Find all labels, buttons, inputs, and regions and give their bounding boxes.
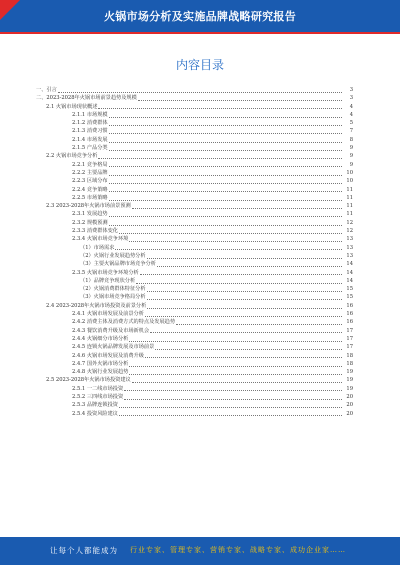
toc-entry-label: 2.1.2 消费群体 <box>72 120 108 127</box>
toc-entry[interactable] <box>36 127 353 135</box>
toc-leader-dots <box>176 324 342 325</box>
toc-entry-page: 11 <box>346 211 353 218</box>
toc-entry-page: 16 <box>346 319 353 326</box>
toc-entry[interactable] <box>36 86 353 94</box>
toc-entry[interactable] <box>36 410 353 418</box>
toc-entry-label: （1）品牌竞争现状分析 <box>80 277 136 284</box>
header-bar <box>0 0 400 32</box>
toc-entry-label: 2.3.1 发展趋势 <box>72 211 108 218</box>
toc-leader-dots <box>109 142 342 143</box>
toc-leader-dots <box>145 357 342 358</box>
toc-entry-label: 2.5.3 品牌连锁投资 <box>72 402 118 409</box>
toc-leader-dots <box>98 108 342 109</box>
toc-entry[interactable] <box>36 169 353 177</box>
toc-leader-dots <box>155 349 342 350</box>
toc-leader-dots <box>109 133 342 134</box>
toc-entry-page: 10 <box>346 169 353 176</box>
toc-entry[interactable] <box>36 318 353 326</box>
footer-slogan: 让每个人都能成为 <box>50 546 118 555</box>
table-of-contents <box>36 86 353 418</box>
toc-entry-label: 2.2.2 主要品牌 <box>72 169 108 176</box>
toc-entry[interactable] <box>36 152 353 160</box>
toc-entry[interactable] <box>36 235 353 243</box>
toc-entry-page: 18 <box>346 360 353 367</box>
toc-entry-label: 2.2.1 竞争格局 <box>72 161 108 168</box>
toc-entry[interactable] <box>36 293 353 301</box>
toc-entry[interactable] <box>36 94 353 102</box>
toc-leader-dots <box>129 374 342 375</box>
toc-entry-page: 20 <box>346 402 353 409</box>
toc-leader-dots <box>147 291 342 292</box>
toc-leader-dots <box>129 366 342 367</box>
toc-entry-label: 2.3.3 消费群体变化 <box>72 228 118 235</box>
toc-entry-page: 19 <box>346 377 353 384</box>
toc-entry[interactable] <box>36 111 353 119</box>
toc-entry-page: 19 <box>346 385 353 392</box>
toc-entry-page: 7 <box>349 128 353 135</box>
toc-leader-dots <box>145 316 342 317</box>
toc-entry-label: 2.4.2 消费主体及消费方式的特点及发展趋势 <box>72 319 176 326</box>
toc-entry-page: 13 <box>346 236 353 243</box>
toc-entry-label: 2.3.4 火锅市场竞争环境 <box>72 236 129 243</box>
toc-entry-page: 9 <box>349 161 353 168</box>
toc-leader-dots <box>109 125 342 126</box>
toc-entry-page: 14 <box>346 277 353 284</box>
toc-entry-label: （3）火锅市场竞争格局分析 <box>80 294 146 301</box>
toc-leader-dots <box>138 100 342 101</box>
toc-entry-page: 17 <box>346 344 353 351</box>
toc-leader-dots <box>109 150 342 151</box>
toc-leader-dots <box>129 341 342 342</box>
footer-roles: 行业专家、管理专家、营销专家、战略专家、成功企业家…… <box>130 546 346 554</box>
toc-leader-dots <box>58 92 342 93</box>
toc-leader-dots <box>109 191 342 192</box>
toc-entry-page: 13 <box>346 252 353 259</box>
toc-entry-page: 15 <box>346 286 353 293</box>
toc-entry[interactable] <box>36 285 353 293</box>
toc-entry[interactable] <box>36 352 353 360</box>
toc-entry-page: 17 <box>346 335 353 342</box>
toc-entry-page: 12 <box>346 219 353 226</box>
toc-entry[interactable] <box>36 343 353 351</box>
toc-entry-page: 18 <box>346 352 353 359</box>
toc-entry-label: 2.5.4 投资风险建议 <box>72 410 118 417</box>
toc-entry[interactable] <box>36 144 353 152</box>
toc-entry-label: 一、引言 <box>36 87 57 93</box>
toc-entry-label: 2.1.5 产品分类 <box>72 145 108 152</box>
toc-entry-label: 2.4.8 火锅行业发展趋势 <box>72 369 129 376</box>
toc-entry-label: 2.1.4 市场发展 <box>72 136 108 143</box>
toc-entry[interactable] <box>36 327 353 335</box>
toc-leader-dots <box>119 233 342 234</box>
toc-entry-label: （2）火锅消费群体特征分析 <box>80 286 146 293</box>
toc-entry-label: 2.4 2023-2028年火锅市场投资及前景分析 <box>46 302 147 309</box>
toc-leader-dots <box>147 308 342 309</box>
toc-entry-page: 20 <box>346 393 353 400</box>
toc-entry-label: 2.1.1 市场规模 <box>72 111 108 118</box>
toc-leader-dots <box>109 225 342 226</box>
toc-leader-dots <box>157 266 342 267</box>
toc-entry-label: 二、2023-2028年火锅市场前景趋势及规模 <box>36 95 137 102</box>
toc-entry-page: 20 <box>346 410 353 417</box>
toc-entry-label: 2.5.2 三四线市场投资 <box>72 393 124 400</box>
toc-leader-dots <box>109 175 342 176</box>
toc-leader-dots <box>119 407 342 408</box>
toc-heading: 内容目录 <box>175 58 224 72</box>
toc-entry[interactable] <box>36 244 353 252</box>
toc-entry-page: 12 <box>346 228 353 235</box>
toc-leader-dots <box>109 183 342 184</box>
toc-entry-page: 16 <box>346 302 353 309</box>
toc-entry[interactable] <box>36 177 353 185</box>
toc-entry-label: 2.2.5 市场策略 <box>72 194 108 201</box>
toc-entry[interactable] <box>36 393 353 401</box>
toc-entry[interactable] <box>36 194 353 202</box>
toc-leader-dots <box>132 208 342 209</box>
toc-leader-dots <box>147 299 342 300</box>
toc-entry[interactable] <box>36 360 353 368</box>
toc-entry[interactable] <box>36 385 353 393</box>
toc-entry-label: （2）火锅行业发展趋势分析 <box>80 252 146 259</box>
toc-entry-label: （3）主要火锅品牌市场竞争分析 <box>80 261 156 268</box>
toc-entry[interactable] <box>36 252 353 260</box>
toc-entry[interactable] <box>36 136 353 144</box>
toc-leader-dots <box>147 258 342 259</box>
toc-entry-page: 3 <box>349 87 353 93</box>
toc-entry[interactable] <box>36 401 353 409</box>
toc-entry[interactable] <box>36 210 353 218</box>
toc-entry[interactable] <box>36 227 353 235</box>
toc-entry-page: 14 <box>346 261 353 268</box>
toc-entry[interactable] <box>36 376 353 384</box>
toc-leader-dots <box>132 382 342 383</box>
toc-entry[interactable] <box>36 202 353 210</box>
toc-entry-page: 9 <box>349 153 353 160</box>
toc-entry[interactable] <box>36 277 353 285</box>
toc-entry-page: 10 <box>346 178 353 185</box>
toc-entry-label: 2.2 火锅市场竞争分析 <box>46 153 98 160</box>
toc-entry-page: 17 <box>346 327 353 334</box>
toc-leader-dots <box>109 200 342 201</box>
toc-leader-dots <box>136 283 342 284</box>
toc-leader-dots <box>124 399 342 400</box>
footer-bar <box>0 537 400 565</box>
toc-entry[interactable] <box>36 161 353 169</box>
toc-entry-label: 2.3.5 火锅市场竞争环境分析 <box>72 269 139 276</box>
toc-entry-label: 2.4.4 火锅细分市场分析 <box>72 335 129 342</box>
toc-entry-page: 4 <box>349 103 353 110</box>
toc-entry-label: 2.4.3 餐饮消费升级及市场新机会 <box>72 327 150 334</box>
toc-entry-page: 9 <box>349 145 353 152</box>
toc-entry[interactable] <box>36 302 353 310</box>
toc-entry-label: 2.4.5 连锁火锅品牌发展及市场前景 <box>72 344 155 351</box>
toc-entry-page: 3 <box>349 95 353 102</box>
toc-entry[interactable] <box>36 335 353 343</box>
header-divider <box>0 32 400 34</box>
toc-entry[interactable] <box>36 219 353 227</box>
toc-entry-page: 14 <box>346 269 353 276</box>
toc-entry-label: 2.5.1 一二线市场投资 <box>72 385 124 392</box>
toc-entry-label: 2.2.4 竞争策略 <box>72 186 108 193</box>
toc-entry-page: 13 <box>346 244 353 251</box>
toc-entry-page: 8 <box>349 136 353 143</box>
toc-entry[interactable] <box>36 260 353 268</box>
toc-entry-label: 2.4.1 火锅市场发展及前景分析 <box>72 311 144 318</box>
toc-leader-dots <box>109 216 342 217</box>
report-title: 火锅市场分析及实施品牌战略研究报告 <box>103 10 297 23</box>
toc-entry-label: （1）市场需求 <box>80 244 115 251</box>
toc-entry-page: 11 <box>346 203 353 210</box>
toc-leader-dots <box>140 274 342 275</box>
toc-entry-label: 2.4.7 国外火锅市场分析 <box>72 360 129 367</box>
toc-entry[interactable] <box>36 103 353 111</box>
toc-entry[interactable] <box>36 186 353 194</box>
toc-entry-label: 2.3.2 规模预测 <box>72 219 108 226</box>
toc-entry-page: 11 <box>346 186 353 193</box>
toc-entry-label: 2.1 火锅市场现状概述 <box>46 103 98 110</box>
toc-entry-page: 19 <box>346 369 353 376</box>
toc-entry[interactable] <box>36 310 353 318</box>
toc-entry[interactable] <box>36 269 353 277</box>
toc-leader-dots <box>150 332 342 333</box>
toc-leader-dots <box>119 415 342 416</box>
toc-entry[interactable] <box>36 119 353 127</box>
toc-leader-dots <box>109 166 342 167</box>
toc-entry-page: 11 <box>346 194 353 201</box>
toc-entry-page: 5 <box>349 120 353 127</box>
toc-entry-label: 2.3 2023-2028年火锅市场前景预测 <box>46 203 131 210</box>
toc-entry-label: 2.2.3 区域分布 <box>72 178 108 185</box>
toc-entry-page: 15 <box>346 294 353 301</box>
toc-entry-page: 4 <box>349 111 353 118</box>
toc-leader-dots <box>98 158 342 159</box>
toc-leader-dots <box>124 390 342 391</box>
toc-leader-dots <box>129 241 342 242</box>
toc-entry-label: 2.1.3 消费习惯 <box>72 128 108 135</box>
toc-entry-label: 2.4.6 火锅市场发展及消费升级 <box>72 352 144 359</box>
toc-entry[interactable] <box>36 368 353 376</box>
toc-entry-label: 2.5 2023-2028年火锅市场投资建议 <box>46 377 131 384</box>
toc-leader-dots <box>109 117 342 118</box>
toc-leader-dots <box>115 249 342 250</box>
toc-entry-page: 16 <box>346 311 353 318</box>
